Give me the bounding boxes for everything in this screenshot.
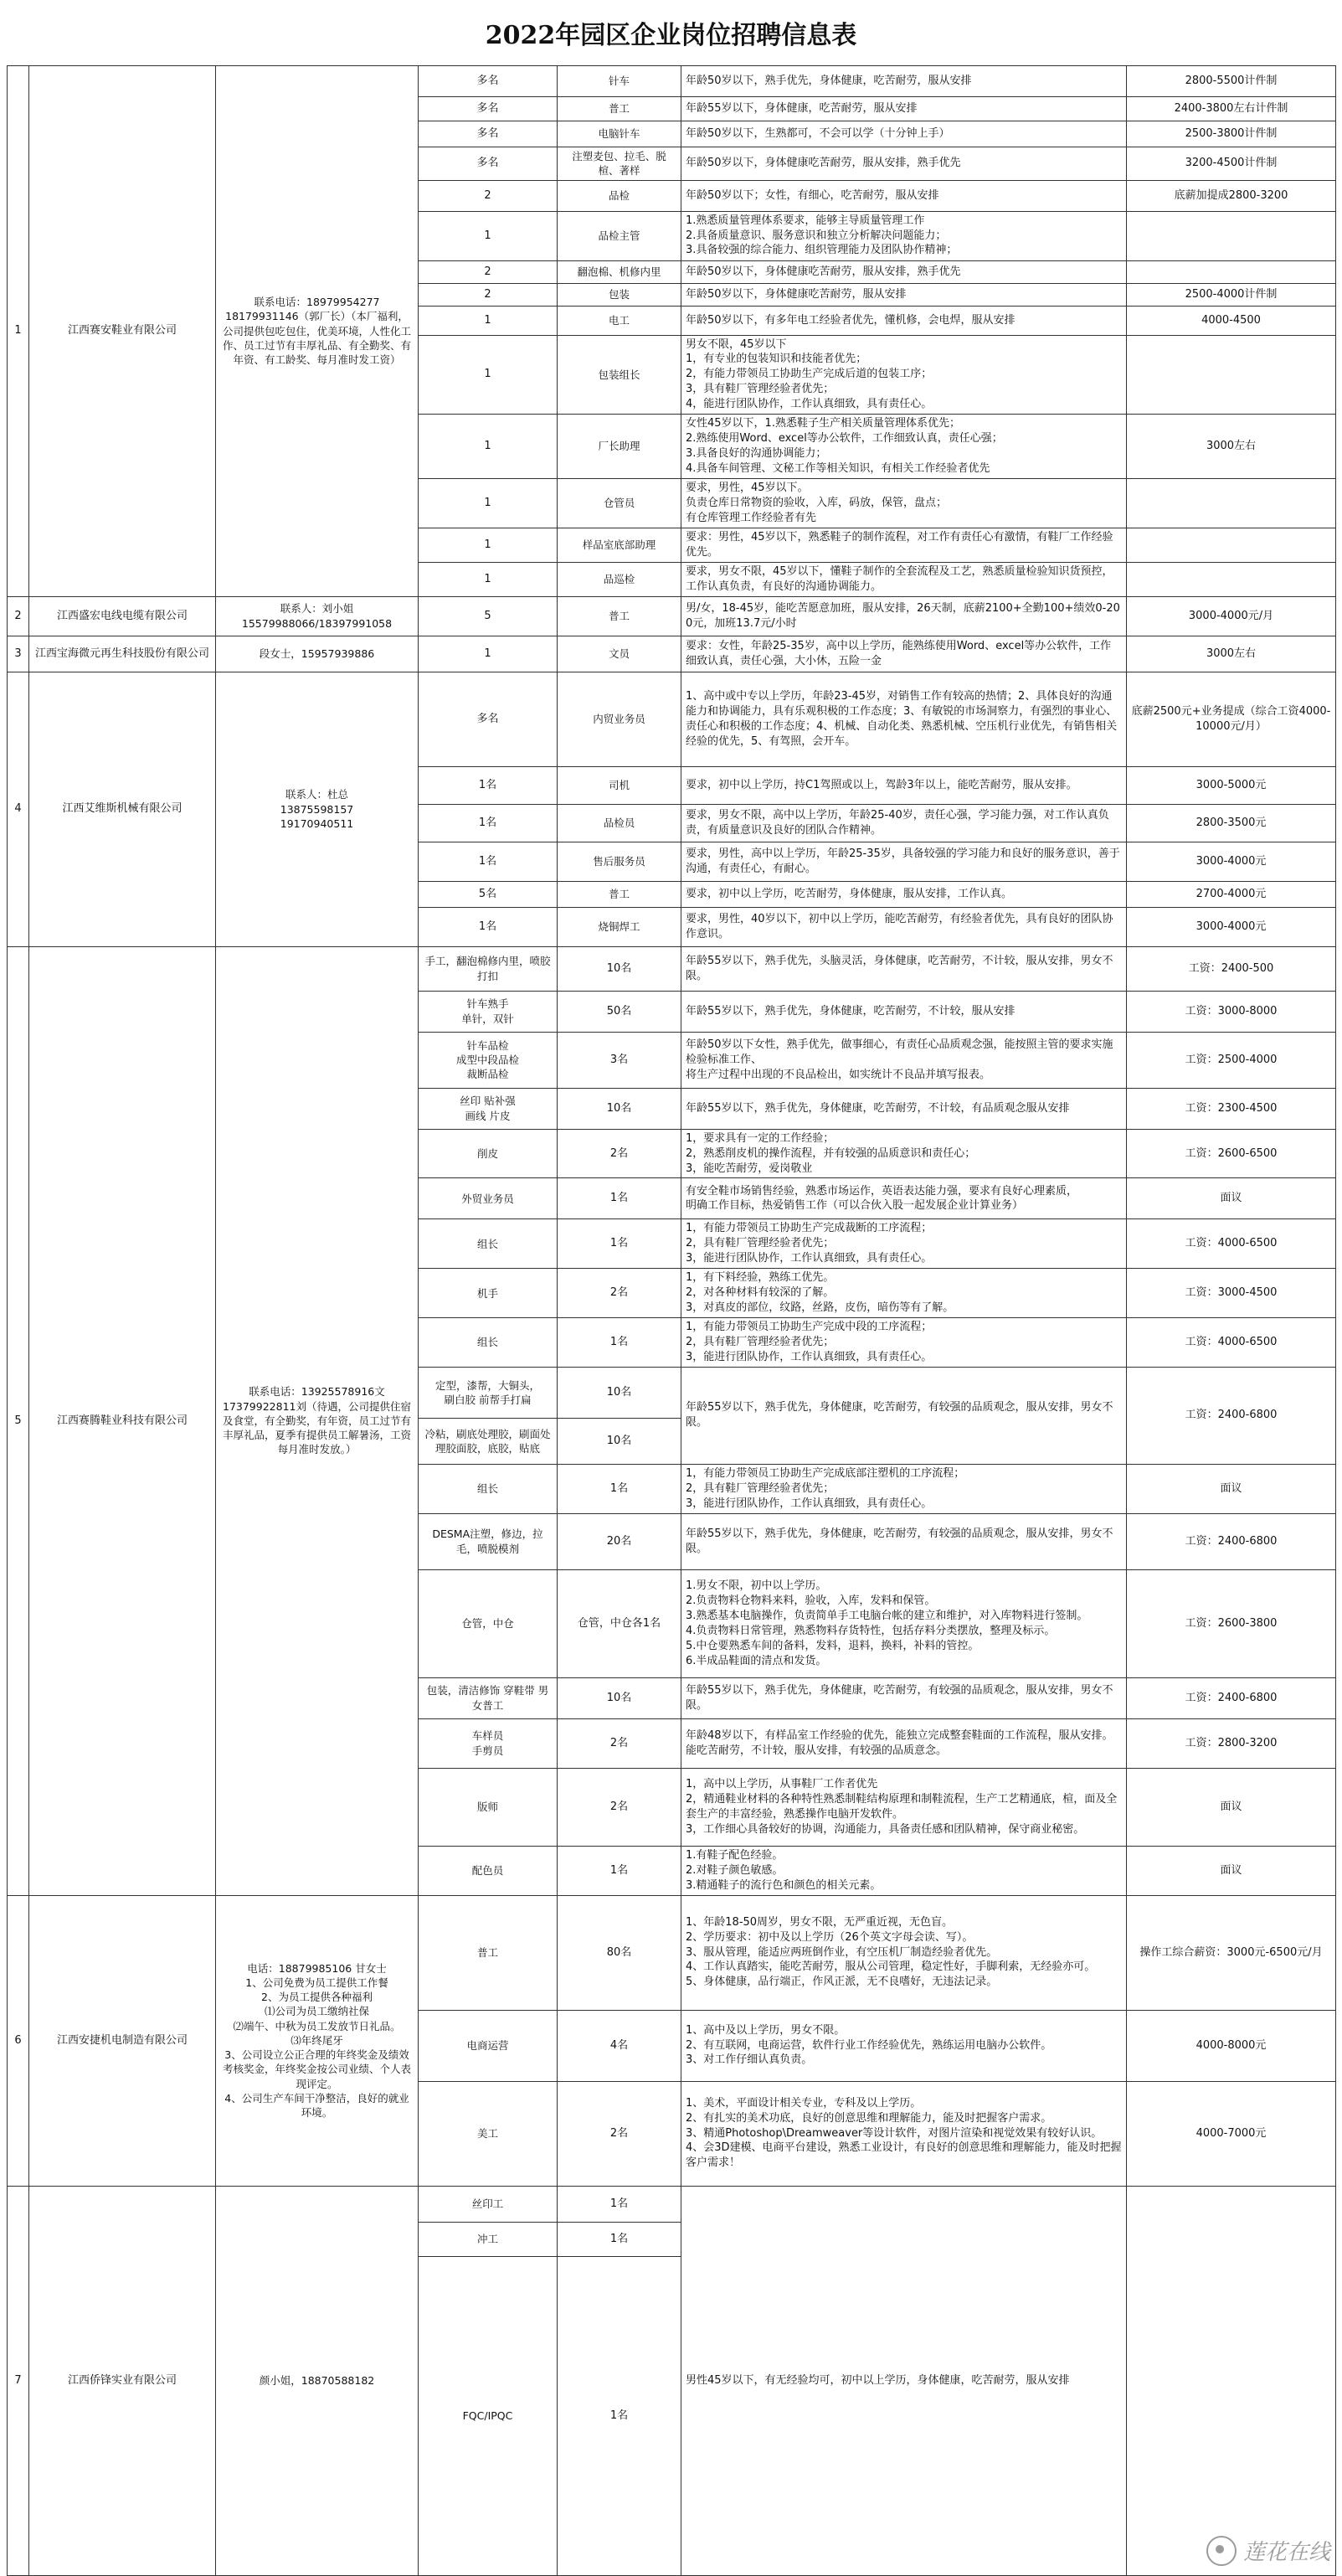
job-requirements: 年龄55岁以下，熟手优先，身体健康，吃苦耐劳，有较强的品质观念，服从安排，男女不限。 [681,1513,1127,1569]
job-requirements: 要求，初中以上学历，持C1驾照或以上，驾龄3年以上，能吃苦耐劳，服从安排。 [681,766,1127,804]
position-name: 手工，翻泡棉修内里，喷胶打扣 [419,946,558,991]
position-name: 削皮 [419,1129,558,1178]
position-name: 冲工 [419,2222,558,2256]
hire-count: 1名 [558,2186,681,2222]
position-name: 厂长助理 [558,415,681,479]
position-name: 电商运营 [419,2010,558,2081]
position-name: 仓管员 [558,478,681,528]
salary: 2400-3800左右计件制 [1127,97,1336,121]
position-name: 司机 [558,766,681,804]
hire-count: 多名 [419,672,558,766]
job-requirements: 要求，男女不限，高中以上学历，年龄25-40岁，责任心强，学习能力强，对工作认真负责，有质量意识及良好的团队合作精神。 [681,804,1127,842]
hire-count: 20名 [558,1513,681,1569]
position-name: 普工 [558,596,681,636]
salary: 工资：4000-6500 [1127,1318,1336,1368]
job-requirements: 要求，初中以上学历，吃苦耐劳，身体健康，服从安排，工作认真。 [681,881,1127,907]
hire-count: 2 [419,180,558,211]
hire-count: 1名 [558,1464,681,1513]
salary [1127,260,1336,283]
position-name: 品检主管 [558,211,681,260]
hire-count: 1名 [419,804,558,842]
job-requirements: 年龄55岁以下，熟手优先，身体健康，吃苦耐劳，有较强的品质观念，服从安排，男女不限。 [681,1677,1127,1718]
hire-count: 1名 [558,1178,681,1219]
salary [1127,211,1336,260]
position-name: 组长 [419,1464,558,1513]
job-requirements: 要求：女性，年龄25-35岁，高中以上学历，能熟练使用Word、excel等办公软件，工作细致认真，责任心强，大小休，五险一金 [681,636,1127,672]
hire-count: 多名 [419,121,558,147]
hire-count: 1名 [419,766,558,804]
company-number: 7 [8,2186,29,2576]
position-name: 翻泡棉、机修内里 [558,260,681,283]
salary: 工资：2400-6800 [1127,1677,1336,1718]
salary: 工资：3000-8000 [1127,991,1336,1032]
job-requirements: 1.有鞋子配色经验。 2.对鞋子颜色敏感。 3.精通鞋子的流行色和颜色的相关元素。 [681,1846,1127,1895]
job-requirements: 男/女，18-45岁，能吃苦愿意加班，服从安排，26天制，底薪2100+全勤100+绩效0-200元，加班13.7元/小时 [681,596,1127,636]
hire-count: 1名 [419,842,558,881]
salary [1127,562,1336,596]
job-requirements: 年龄55岁以下，身体健康，吃苦耐劳，服从安排 [681,97,1127,121]
hire-count: 10名 [558,1677,681,1718]
job-requirements: 年龄50岁以下，身体健康吃苦耐劳，服从安排，熟手优先 [681,147,1127,181]
hire-count: 1名 [558,1219,681,1269]
salary: 3200-4500计件制 [1127,147,1336,181]
hire-count: 1名 [419,907,558,946]
job-requirements: 年龄55岁以下，熟手优先，身体健康，吃苦耐劳，不计较，有品质观念服从安排 [681,1088,1127,1129]
job-requirements: 要求：男性，45岁以下，熟悉鞋子的制作流程，对工作有责任心有激情，有鞋厂工作经验优先。 [681,528,1127,562]
job-requirements: 要求，男女不限，45岁以下，懂鞋子制作的全套流程及工艺，熟悉质量检验知识货预控，工作认真负责，有良好的沟通协调能力。 [681,562,1127,596]
job-requirements: 1，高中以上学历，从事鞋厂工作者优先 2，精通鞋业材料的各种特性熟悉制鞋结构原理和制鞋流程，生产工艺精通底，楦，面及全套生产的丰富经验，熟悉操作电脑开发软件。 3，工作细心具备较好的协调，沟通能力，具备责任感和团队精神，保守商业秘密。 [681,1768,1127,1846]
position-name: 组长 [419,1219,558,1269]
job-requirements: 年龄48岁以下，有样品室工作经验的优先，能独立完成整套鞋面的工作流程，服从安排。 能吃苦耐劳，不计较，服从安排，有较强的品质意念。 [681,1718,1127,1768]
watermark-logo-icon [1206,2536,1237,2566]
job-requirements: 1，要求具有一定的工作经验； 2，熟悉削皮机的操作流程，并有较强的品质意识和责任心； 3，能吃苦耐劳，爱岗敬业 [681,1129,1127,1178]
company-name: 江西盛宏电线电缆有限公司 [29,596,216,636]
salary: 2800-5500计件制 [1127,66,1336,97]
salary [1127,335,1336,415]
job-requirements: 年龄50岁以下，生熟都可，不会可以学（十分钟上手） [681,121,1127,147]
job-requirements: 年龄50岁以下，熟手优先，身体健康，吃苦耐劳，服从安排 [681,66,1127,97]
salary: 4000-8000元 [1127,2010,1336,2081]
hire-count: 2名 [558,1768,681,1846]
position-name: 版师 [419,1768,558,1846]
position-name: 车样员 手剪员 [419,1718,558,1768]
salary: 工资：2400-500 [1127,946,1336,991]
company-contact: 电话：18879985106 甘女士 1、公司免费为员工提供工作餐 2、为员工提供各种福利 ⑴公司为员工缴纳社保 ⑵端午、中秋为员工发放节日礼品。 ⑶年终尾牙 3、公司设立公正合理的年终奖金及绩效考核奖金，年终奖金按公司业绩、个人表现评定。 4、公司生产车间干净整洁，良好的就业环境。 [216,1895,419,2186]
company-contact: 联系电话：13925578916文 17379922811刘（待遇，公司提供住宿及食堂，有全勤奖，有年资，员工过节有丰厚礼品，夏季有提供员工解暑汤，工资每月准时发放。） [216,946,419,1895]
position-name: 针车熟手 单针，双针 [419,991,558,1032]
position-name: 丝印工 [419,2186,558,2222]
position-name: 组长 [419,1318,558,1368]
position-name: 针车 [558,66,681,97]
position-name: 品检员 [558,804,681,842]
recruitment-table [7,65,1336,2576]
salary: 面议 [1127,1464,1336,1513]
position-name: DESMA注塑，修边，拉毛，喷脱模剂 [419,1513,558,1569]
job-requirements: 要求，男性，高中以上学历，年龄25-35岁，具备较强的学习能力和良好的服务意识，善于沟通，有责任心，有耐心。 [681,842,1127,881]
hire-count: 1 [419,562,558,596]
table-row [8,636,1336,672]
hire-count: 1 [419,415,558,479]
hire-count: 1名 [558,1846,681,1895]
position-name: 品巡检 [558,562,681,596]
position-name: 美工 [419,2081,558,2186]
job-requirements: 1、高中及以上学历，男女不限。 2、有互联网，电商运营，软件行业工作经验优先，熟练运用电脑办公软件。 3、对工作仔细认真负责。 [681,2010,1127,2081]
table-row [8,1895,1336,2010]
company-name: 江西赛腾鞋业科技有限公司 [29,946,216,1895]
salary: 2500-4000计件制 [1127,283,1336,306]
position-name: 针车品检 成型中段品检 裁断品检 [419,1032,558,1088]
salary: 2500-3800计件制 [1127,121,1336,147]
job-requirements: 1、年龄18-50周岁，男女不限，无严重近视，无色盲。 2、学历要求：初中及以上学历（26个英文字母会读、写）。 3、服从管理，能适应两班倒作业，有空压机厂制造经验者优先。 4、工作认真踏实，能吃苦耐劳，服从公司管理，稳定性好，手脚利索，无经验亦可。 5、身体健康，品行端正，作风正派，无不良嗜好，无违法记录。 [681,1895,1127,2010]
position-name: 售后服务员 [558,842,681,881]
salary: 3000-4000元 [1127,842,1336,881]
job-requirements: 1，有能力带领员工协助生产完成中段的工序流程； 2，具有鞋厂管理经验者优先； 3，能进行团队协作，工作认真细致，具有责任心。 [681,1318,1127,1368]
hire-count: 10名 [558,1088,681,1129]
salary [1127,2186,1336,2576]
hire-count: 2名 [558,2081,681,2186]
salary: 3000左右 [1127,415,1336,479]
position-name: 冷粘，刷底处理胶，刷面处理胶面胶，底胶，贴底 [419,1418,558,1464]
salary: 4000-4500 [1127,306,1336,335]
position-name: 电工 [558,306,681,335]
hire-count: 5 [419,596,558,636]
page-title: 2022年园区企业岗位招聘信息表 [485,21,857,50]
hire-count: 1 [419,636,558,672]
hire-count: 2名 [558,1718,681,1768]
job-requirements: 男性45岁以下，有无经验均可，初中以上学历，身体健康，吃苦耐劳，服从安排 [681,2186,1127,2576]
salary [1127,478,1336,528]
salary: 面议 [1127,1178,1336,1219]
hire-count: 2 [419,283,558,306]
hire-count: 10名 [558,1367,681,1418]
company-contact: 联系人：刘小姐 15579988066/18397991058 [216,596,419,636]
salary: 底薪加提成2800-3200 [1127,180,1336,211]
company-contact: 联系电话：18979954277 18179931146（郭厂长）（本厂福利，公司提供包吃包住，优美环境，人性化工作、员工过节有丰厚礼品、有全勤奖、有年资、有工龄奖、每月准时发工资） [216,66,419,597]
position-name: 普工 [558,97,681,121]
position-name: 丝印 贴补强 画线 片皮 [419,1088,558,1129]
salary: 面议 [1127,1846,1336,1895]
job-requirements: 1、美术，平面设计相关专业，专科及以上学历。 2、有扎实的美术功底，良好的创意思维和理解能力，能及时把握客户需求。 3、精通Photoshop\Dreamweaver等设计软件，对图片渲染和视觉效果有较好认识。 4、会3D建模、电商平台建设，熟悉工业设计，有良好的创意思维和理解能力，能及时把握客户需求！ [681,2081,1127,2186]
position-name: 定型，漆帮，大铜头， 刷白胶 前帮手打扁 [419,1367,558,1418]
hire-count: 1 [419,478,558,528]
salary: 操作工综合薪资：3000元-6500元/月 [1127,1895,1336,2010]
position-name: 包装，清洁修饰 穿鞋带 男女普工 [419,1677,558,1718]
salary: 工资：2600-6500 [1127,1129,1336,1178]
hire-count: 1名 [558,2256,681,2576]
position-name: 样品室底部助理 [558,528,681,562]
company-number: 1 [8,66,29,597]
hire-count: 50名 [558,991,681,1032]
salary: 工资：3000-4500 [1127,1269,1336,1318]
position-name: 包装组长 [558,335,681,415]
hire-count: 4名 [558,2010,681,2081]
position-name: FQC/IPQC [419,2256,558,2576]
job-requirements: 1，有下料经验，熟练工优先。 2，对各种材料有较深的了解。 3，对真皮的部位，纹路，丝路，皮伤，暗伤等有了解。 [681,1269,1127,1318]
hire-count: 1名 [558,2222,681,2256]
salary: 工资：2400-6800 [1127,1367,1336,1464]
company-number: 6 [8,1895,29,2186]
salary: 2700-4000元 [1127,881,1336,907]
job-requirements: 1、高中或中专以上学历，年龄23-45岁，对销售工作有较高的热情；2、具体良好的沟通能力和协调能力，具有乐观积极的工作态度；3、有敏锐的市场洞察力，有强烈的事业心、责任心和积极的工作态度；4、机械、自动化类、熟悉机械、空压机行业优先，有销售相关经验的优先，5、有驾照，会开车。 [681,672,1127,766]
position-name: 文员 [558,636,681,672]
position-name: 电脑针车 [558,121,681,147]
hire-count: 2名 [558,1129,681,1178]
job-requirements: 年龄50岁以下，身体健康吃苦耐劳，服从安排 [681,283,1127,306]
salary: 3000-4000元/月 [1127,596,1336,636]
hire-count: 多名 [419,97,558,121]
hire-count: 10名 [558,1418,681,1464]
hire-count: 多名 [419,147,558,181]
salary: 工资：2300-4500 [1127,1088,1336,1129]
hire-count: 1 [419,306,558,335]
job-requirements: 1，有能力带领员工协助生产完成裁断的工序流程； 2，具有鞋厂管理经验者优先； 3，能进行团队协作，工作认真细致，具有责任心。 [681,1219,1127,1269]
company-number: 5 [8,946,29,1895]
hire-count: 2 [419,260,558,283]
position-name: 普工 [558,881,681,907]
hire-count: 1 [419,211,558,260]
company-name: 江西艾维斯机械有限公司 [29,672,216,946]
job-requirements: 1.男女不限，初中以上学历。 2.负责物料仓物料来料，验收，入库，发料和保管。 3.熟悉基本电脑操作，负责简单手工电脑台帐的建立和维护，对入库物料进行签制。 4.负责物料日常管理，熟悉物料存货特性，包括存料分类摆放，整理及标示。 5.中仓要熟悉车间的备料，发料，退料，换料，补料的管控。 6.半成品鞋面的清点和发货。 [681,1569,1127,1677]
company-number: 3 [8,636,29,672]
job-requirements: 年龄55岁以下，熟手优先，头脑灵活，身体健康，吃苦耐劳，不计较，服从安排，男女不限。 [681,946,1127,991]
company-number: 2 [8,596,29,636]
position-name: 配色员 [419,1846,558,1895]
table-row [8,66,1336,97]
position-name: 内贸业务员 [558,672,681,766]
position-name: 仓管，中仓 [419,1569,558,1677]
job-requirements: 男女不限，45岁以下 1，有专业的包装知识和技能者优先； 2，有能力带领员工协助生产完成后道的包装工序； 3，具有鞋厂管理经验者优先； 4，能进行团队协作，工作认真细致，具有责任心。 [681,335,1127,415]
salary: 工资：2500-4000 [1127,1032,1336,1088]
salary: 3000-4000元 [1127,907,1336,946]
job-requirements: 年龄50岁以下；女性，有细心，吃苦耐劳，服从安排 [681,180,1127,211]
hire-count: 1名 [558,1318,681,1368]
position-name: 注塑麦包、拉毛、脱楦、著样 [558,147,681,181]
salary: 工资：2400-6800 [1127,1513,1336,1569]
hire-count: 5名 [419,881,558,907]
salary: 3000左右 [1127,636,1336,672]
salary: 底薪2500元+业务提成（综合工资4000-10000元/月） [1127,672,1336,766]
hire-count: 1 [419,335,558,415]
position-name: 机手 [419,1269,558,1318]
salary: 工资：2600-3800 [1127,1569,1336,1677]
company-contact: 联系人：杜总 13875598157 19170940511 [216,672,419,946]
table-row [8,672,1336,766]
job-requirements: 要求，男性，45岁以下。 负责仓库日常物资的验收，入库，码放，保管，盘点； 有仓库管理工作经验者有先 [681,478,1127,528]
table-row [8,2186,1336,2222]
position-name: 普工 [419,1895,558,2010]
salary [1127,528,1336,562]
watermark [1206,2535,1330,2566]
company-name: 江西赛安鞋业有限公司 [29,66,216,597]
job-requirements: 年龄50岁以下，有多年电工经验者优先，懂机修，会电焊，服从安排 [681,306,1127,335]
job-requirements: 年龄50岁以下女性，熟手优先，做事细心，有责任心品质观念强，能按照主管的要求实施检验标准工作、 将生产过程中出现的不良品检出，如实统计不良品并填写报表。 [681,1032,1127,1088]
salary: 面议 [1127,1768,1336,1846]
company-contact: 段女士，15957939886 [216,636,419,672]
job-requirements: 有安全鞋市场销售经验，熟悉市场运作，英语表达能力强，要求有良好心理素质， 明确工作目标，热爱销售工作（可以合伙入股一起发展企业计算业务） [681,1178,1127,1219]
table-row [8,596,1336,636]
job-requirements: 年龄55岁以下，熟手优先，身体健康，吃苦耐劳，有较强的品质观念，服从安排，男女不限。 [681,1367,1127,1464]
salary: 4000-7000元 [1127,2081,1336,2186]
company-number: 4 [8,672,29,946]
company-contact: 颜小姐，18870588182 [216,2186,419,2576]
hire-count: 10名 [558,946,681,991]
job-requirements: 年龄50岁以下，身体健康吃苦耐劳，服从安排，熟手优先 [681,260,1127,283]
hire-count: 3名 [558,1032,681,1088]
job-requirements: 年龄55岁以下，熟手优先，身体健康，吃苦耐劳，不计较，服从安排 [681,991,1127,1032]
job-requirements: 1.熟悉质量管理体系要求，能够主导质量管理工作 2.具备质量意识、服务意识和独立分析解决问题能力； 3.具备较强的综合能力、组织管理能力及团队协作精神； [681,211,1127,260]
position-name: 外贸业务员 [419,1178,558,1219]
hire-count: 2名 [558,1269,681,1318]
position-name: 烧铜焊工 [558,907,681,946]
position-name: 品检 [558,180,681,211]
salary: 2800-3500元 [1127,804,1336,842]
table-row [8,946,1336,991]
hire-count: 多名 [419,66,558,97]
position-name: 包装 [558,283,681,306]
company-name: 江西安捷机电制造有限公司 [29,1895,216,2186]
job-requirements: 女性45岁以下，1.熟悉鞋子生产相关质量管理体系优先； 2.熟练使用Word、excel等办公软件，工作细致认真，责任心强； 3.具备良好的沟通协调能力； 4.具备车间管理、文秘工作等相关知识，有相关工作经验者优先 [681,415,1127,479]
hire-count: 80名 [558,1895,681,2010]
watermark-text: 莲花在线 [1242,2540,1330,2565]
company-name: 江西侨锋实业有限公司 [29,2186,216,2576]
job-requirements: 要求，男性，40岁以下，初中以上学历，能吃苦耐劳，有经验者优先，具有良好的团队协作意识。 [681,907,1127,946]
company-name: 江西宝海微元再生科技股份有限公司 [29,636,216,672]
hire-count: 1 [419,528,558,562]
salary: 工资：2800-3200 [1127,1718,1336,1768]
job-requirements: 1，有能力带领员工协助生产完成底部注塑机的工序流程； 2，具有鞋厂管理经验者优先； 3，能进行团队协作，工作认真细致，具有责任心。 [681,1464,1127,1513]
salary: 3000-5000元 [1127,766,1336,804]
hire-count: 仓管，中仓各1名 [558,1569,681,1677]
salary: 工资：4000-6500 [1127,1219,1336,1269]
